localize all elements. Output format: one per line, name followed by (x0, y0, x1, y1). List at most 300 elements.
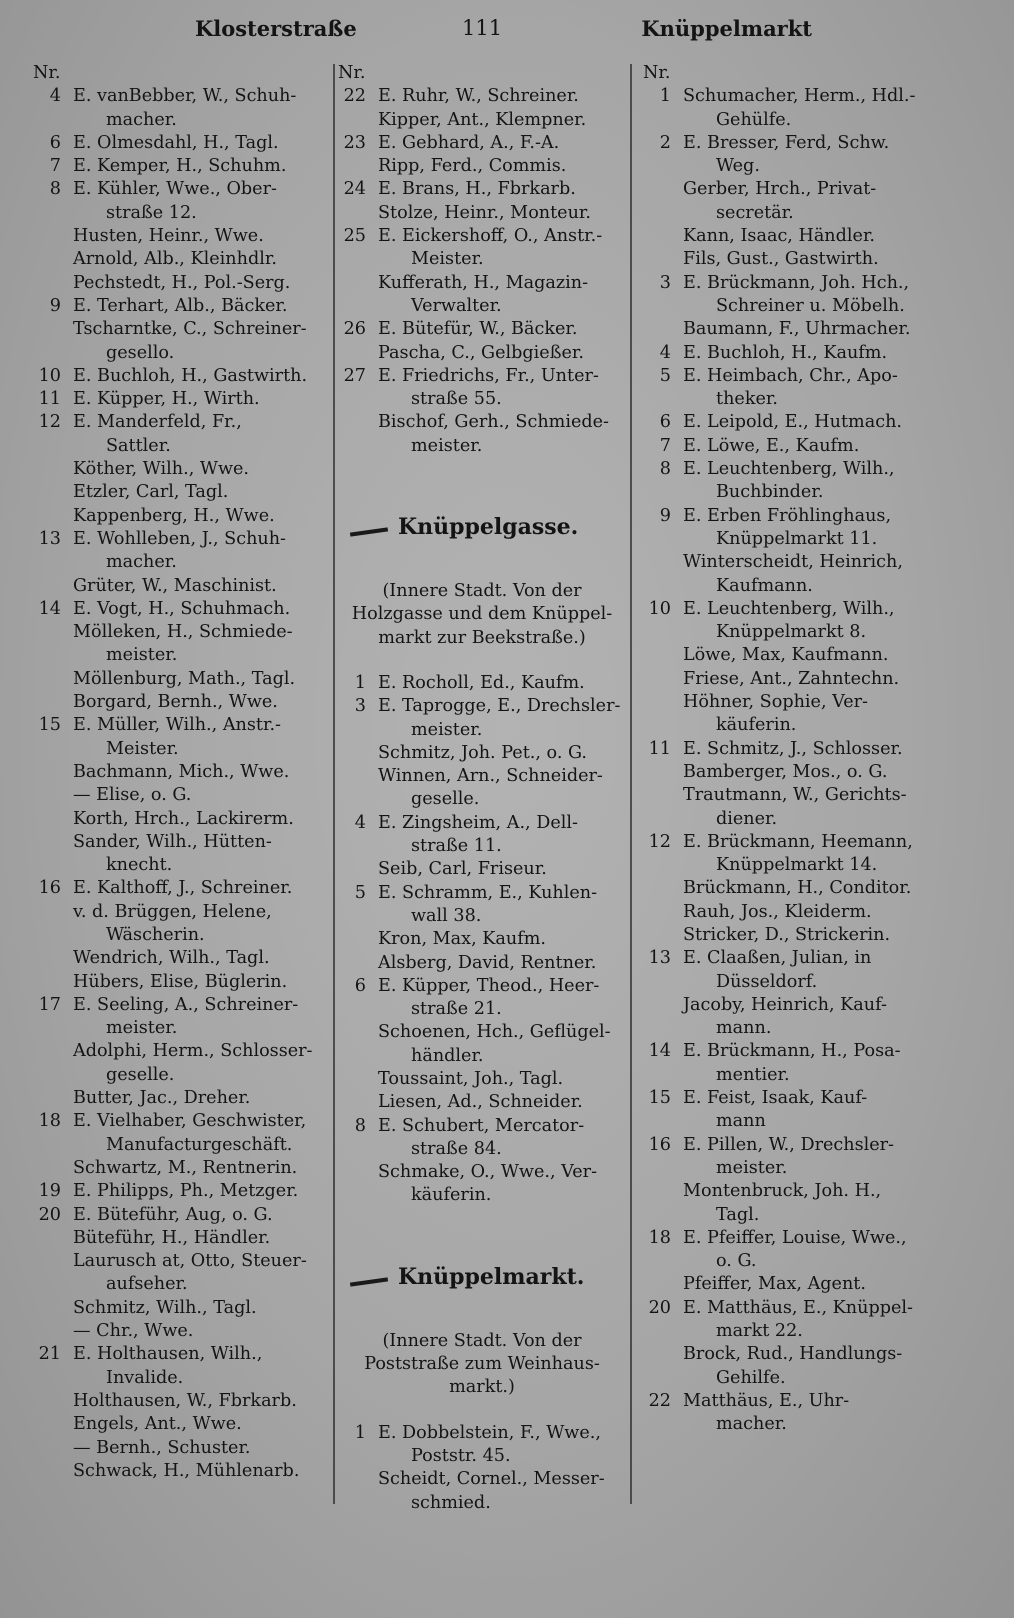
entry-line: Ripp, Ferd., Commis. (378, 156, 567, 177)
directory-entry (33, 365, 325, 388)
spacer (338, 458, 626, 508)
column-1 (33, 62, 325, 1483)
entry-line: Schmitz, Wilh., Tagl. (73, 1297, 257, 1318)
entry-line: Winterscheidt, Heinrich, (683, 552, 903, 573)
entry-line: schmied. (411, 1492, 491, 1513)
house-number: 12 (648, 831, 671, 852)
directory-entry (643, 365, 933, 412)
entry-line: E. Kemper, H., Schuhm. (73, 156, 287, 177)
entry-line: Gerber, Hrch., Privat- (683, 179, 877, 200)
directory-entry (33, 1437, 325, 1460)
entry-line: Schreiner u. Möbelh. (716, 295, 905, 316)
house-number: 17 (38, 994, 61, 1015)
house-number: 3 (659, 272, 671, 293)
entry-line: Kappenberg, H., Wwe. (73, 505, 275, 526)
entry-line: Löwe, Max, Kaufmann. (683, 645, 889, 666)
directory-entry (338, 1068, 626, 1091)
entry-line: Matthäus, E., Uhr- (683, 1390, 850, 1411)
directory-entry (33, 178, 325, 225)
directory-entry (33, 598, 325, 621)
entry-line: Stolze, Heinr., Monteur. (378, 202, 591, 223)
house-number: 25 (343, 226, 366, 247)
entry-line: Buchbinder. (716, 482, 824, 503)
house-number: 22 (343, 86, 366, 107)
entry-line: — Chr., Wwe. (73, 1321, 194, 1342)
directory-entry (33, 1413, 325, 1436)
entry-line: Düsseldorf. (716, 971, 818, 992)
house-number: 11 (38, 389, 61, 410)
page-number: 111 (462, 16, 503, 40)
directory-entry (33, 1297, 325, 1320)
entry-line: macher. (106, 109, 177, 130)
house-number: 8 (49, 179, 61, 200)
house-number: 23 (343, 132, 366, 153)
directory-entry (33, 1320, 325, 1343)
section-heading (338, 1258, 626, 1312)
entry-line: E. Seeling, A., Schreiner- (73, 994, 299, 1015)
house-number: 20 (648, 1297, 671, 1318)
entry-line: Wäscherin. (106, 924, 205, 945)
entry-line: E. Brückmann, Joh. Hch., (683, 272, 910, 293)
directory-entry (643, 784, 933, 831)
entry-line: E. Bresser, Ferd, Schw. (683, 132, 890, 153)
directory-entry (33, 971, 325, 994)
entry-line: E. vanBebber, W., Schuh- (73, 86, 297, 107)
entry-line: Kufferath, H., Magazin- (378, 272, 589, 293)
directory-entry (33, 132, 325, 155)
entry-line: Seib, Carl, Friseur. (378, 859, 547, 880)
directory-entry (338, 812, 626, 859)
entry-line: Knüppelmarkt 8. (716, 622, 867, 643)
house-number: 13 (648, 948, 671, 969)
directory-entry (33, 668, 325, 691)
directory-entry (338, 365, 626, 412)
directory-entry (33, 1227, 325, 1250)
house-number: 15 (648, 1088, 671, 1109)
directory-entry (33, 1343, 325, 1390)
entry-line: Korth, Hrch., Lackirerm. (73, 808, 294, 829)
entry-line: Trautmann, W., Gerichts- (683, 785, 907, 806)
entry-line: E. Brans, H., Fbrkarb. (378, 179, 576, 200)
house-number: 22 (648, 1390, 671, 1411)
house-number: 9 (659, 505, 671, 526)
entry-line: Poststr. 45. (411, 1445, 511, 1466)
directory-entry (643, 178, 933, 225)
directory-entry (33, 248, 325, 271)
directory-entry (643, 1227, 933, 1274)
directory-entry (643, 248, 933, 271)
entry-line: Schwartz, M., Rentnerin. (73, 1157, 298, 1178)
house-number: 16 (38, 878, 61, 899)
house-number: 5 (354, 882, 366, 903)
entry-line: Pfeiffer, Max, Agent. (683, 1274, 866, 1295)
entry-line: Toussaint, Joh., Tagl. (378, 1068, 564, 1089)
directory-entry (643, 342, 933, 365)
directory-entry (33, 85, 325, 132)
entry-line: secretär. (716, 202, 794, 223)
entry-line: käuferin. (716, 715, 797, 736)
entry-line: geselle. (106, 1064, 175, 1085)
entry-line: Sander, Wilh., Hütten- (73, 831, 272, 852)
entry-line: Gehilfe. (716, 1367, 786, 1388)
directory-entry (338, 1161, 626, 1208)
entry-line: Butter, Jac., Dreher. (73, 1088, 251, 1109)
section-dash (350, 527, 388, 536)
section-description-line: Poststraße zum Weinhaus- (364, 1354, 600, 1375)
entry-line: Scheidt, Cornel., Messer- (378, 1469, 605, 1490)
entry-line: aufseher. (106, 1274, 188, 1295)
directory-entry (33, 1204, 325, 1227)
directory-entry (643, 318, 933, 341)
entry-line: macher. (716, 1414, 787, 1435)
column-2-entries (338, 85, 626, 458)
entry-line: gesello. (106, 342, 175, 363)
house-number: 16 (648, 1134, 671, 1155)
entry-line: Pascha, C., Gelbgießer. (378, 342, 584, 363)
entry-line: E. Löwe, E., Kaufm. (683, 435, 860, 456)
entry-line: markt 22. (716, 1321, 803, 1342)
directory-entry (33, 575, 325, 598)
house-number: 4 (49, 86, 61, 107)
directory-entry (338, 1422, 626, 1469)
house-number: 3 (354, 696, 366, 717)
entry-line: theker. (716, 389, 778, 410)
entry-line: Schmake, O., Wwe., Ver- (378, 1162, 598, 1183)
nr-label: Nr. (338, 63, 366, 83)
directory-entry (338, 318, 626, 341)
directory-entry (338, 155, 626, 178)
entry-line: Schumacher, Herm., Hdl.- (683, 86, 916, 107)
house-number: 24 (343, 179, 366, 200)
directory-entry (643, 458, 933, 505)
entry-line: geselle. (411, 789, 480, 810)
entry-line: E. Brückmann, Heemann, (683, 831, 913, 852)
entry-line: Bischof, Gerh., Schmiede- (378, 412, 609, 433)
directory-entry (338, 1115, 626, 1162)
entry-line: Wendrich, Wilh., Tagl. (73, 948, 270, 969)
house-number: 8 (659, 459, 671, 480)
house-number: 6 (354, 975, 366, 996)
entry-line: E. Eickershoff, O., Anstr.- (378, 226, 603, 247)
section-title: Knüppelmarkt. (398, 1263, 585, 1290)
entry-line: E. Friedrichs, Fr., Unter- (378, 365, 599, 386)
directory-entry (33, 1180, 325, 1203)
entry-line: Winnen, Arn., Schneider- (378, 766, 603, 787)
house-number: 9 (49, 295, 61, 316)
directory-entry (643, 947, 933, 994)
entry-line: E. Olmesdahl, H., Tagl. (73, 132, 279, 153)
house-number: 4 (659, 342, 671, 363)
entry-line: E. Ruhr, W., Schreiner. (378, 86, 579, 107)
entry-line: E. Heimbach, Chr., Apo- (683, 365, 898, 386)
section-description-line: markt zur Beekstraße.) (378, 627, 586, 648)
directory-entry (643, 85, 933, 132)
directory-entry (643, 225, 933, 248)
entry-line: E. Büteführ, Aug, o. G. (73, 1204, 273, 1225)
directory-entry (643, 644, 933, 667)
entry-line: Köther, Wilh., Wwe. (73, 459, 250, 480)
directory-entry (33, 1157, 325, 1180)
house-number: 20 (38, 1204, 61, 1225)
house-number: 14 (648, 1041, 671, 1062)
entry-line: Montenbruck, Joh. H., (683, 1181, 882, 1202)
directory-entry (33, 808, 325, 831)
entry-line: E. Zingsheim, A., Dell- (378, 812, 578, 833)
entry-line: meister. (106, 645, 178, 666)
entry-line: Invalide. (106, 1367, 184, 1388)
directory-entry (643, 1273, 933, 1296)
entry-line: Engels, Ant., Wwe. (73, 1414, 242, 1435)
entry-line: Holthausen, W., Fbrkarb. (73, 1390, 297, 1411)
spacer (338, 1208, 626, 1258)
entry-line: Brückmann, H., Conditor. (683, 878, 912, 899)
directory-entry (643, 924, 933, 947)
entry-line: diener. (716, 808, 778, 829)
entry-line: meister. (716, 1157, 788, 1178)
entry-line: E. Leuchtenberg, Wilh., (683, 459, 895, 480)
entry-line: Arnold, Alb., Kleinhdlr. (73, 249, 277, 270)
entry-line: E. Schramm, E., Kuhlen- (378, 882, 598, 903)
entry-line: E. Schubert, Mercator- (378, 1115, 585, 1136)
directory-entry (643, 877, 933, 900)
entry-line: straße 21. (411, 999, 502, 1020)
entry-line: E. Leipold, E., Hutmach. (683, 412, 902, 433)
entry-line: Stricker, D., Strickerin. (683, 924, 891, 945)
directory-entry (338, 1468, 626, 1515)
section-description-line: (Innere Stadt. Von der (382, 581, 582, 602)
directory-entry (338, 411, 626, 458)
entry-line: Meister. (106, 738, 179, 759)
entry-line: Kipper, Ant., Klempner. (378, 109, 587, 130)
entry-line: E. Bütefür, W., Bäcker. (378, 319, 578, 340)
house-number: 11 (648, 738, 671, 759)
house-number: 6 (49, 132, 61, 153)
directory-entry (33, 714, 325, 761)
entry-line: E. Brückmann, H., Posa- (683, 1041, 901, 1062)
directory-entry (338, 342, 626, 365)
house-number: 7 (659, 435, 671, 456)
entry-line: Kaufmann. (716, 575, 813, 596)
directory-entry (33, 877, 325, 900)
directory-entry (33, 295, 325, 318)
column-1-entries (33, 85, 325, 1483)
entry-line: straße 84. (411, 1138, 502, 1159)
entry-line: Brock, Rud., Handlungs- (683, 1344, 903, 1365)
directory-entry (33, 1460, 325, 1483)
house-number: 2 (659, 132, 671, 153)
entry-line: mann. (716, 1018, 772, 1039)
directory-entry (33, 1250, 325, 1297)
section-description-line: (Innere Stadt. Von der (382, 1330, 582, 1351)
entry-line: E. Holthausen, Wilh., (73, 1344, 263, 1365)
entry-line: E. Erben Fröhlinghaus, (683, 505, 892, 526)
directory-entry (643, 505, 933, 552)
column-3 (643, 62, 933, 1437)
entry-line: wall 38. (411, 905, 482, 926)
directory-entry (643, 1390, 933, 1437)
spacer (338, 650, 626, 672)
entry-line: straße 12. (106, 202, 197, 223)
directory-entry (338, 952, 626, 975)
directory-entry (33, 691, 325, 714)
section-description (338, 1330, 626, 1400)
entry-line: straße 11. (411, 836, 502, 857)
entry-line: Friese, Ant., Zahntechn. (683, 668, 900, 689)
directory-entry (33, 155, 325, 178)
section-title: Knüppelgasse. (398, 514, 579, 541)
house-number: 4 (354, 812, 366, 833)
directory-entry (643, 1040, 933, 1087)
page-header (40, 16, 974, 46)
entry-line: E. Feist, Isaak, Kauf- (683, 1088, 868, 1109)
entry-line: macher. (106, 552, 177, 573)
entry-line: Möllenburg, Math., Tagl. (73, 668, 296, 689)
entry-line: Kann, Isaac, Händler. (683, 226, 876, 247)
house-number: 21 (38, 1344, 61, 1365)
entry-line: v. d. Brüggen, Helene, (73, 901, 272, 922)
section-description (338, 580, 626, 650)
directory-entry (643, 411, 933, 434)
entry-line: E. Leuchtenberg, Wilh., (683, 598, 895, 619)
house-number: 8 (354, 1115, 366, 1136)
entry-line: E. Vogt, H., Schuhmach. (73, 598, 291, 619)
directory-entry (338, 109, 626, 132)
directory-entry (643, 1297, 933, 1344)
directory-entry (338, 1021, 626, 1068)
entry-line: Kron, Max, Kaufm. (378, 929, 547, 950)
column-2 (338, 62, 626, 1515)
directory-entry (643, 1343, 933, 1390)
entry-line: Höhner, Sophie, Ver- (683, 692, 868, 713)
entry-line: E. Terhart, Alb., Bäcker. (73, 295, 288, 316)
entry-line: E. Philipps, Ph., Metzger. (73, 1181, 299, 1202)
directory-entry (33, 1040, 325, 1087)
entry-line: Gehülfe. (716, 109, 792, 130)
entry-line: Laurusch at, Otto, Steuer- (73, 1251, 307, 1272)
directory-entry (338, 272, 626, 319)
house-number: 1 (659, 86, 671, 107)
entry-line: mann (716, 1111, 766, 1132)
column-3-entries (643, 85, 933, 1436)
entry-line: Borgard, Bernh., Wwe. (73, 692, 278, 713)
directory-entry (338, 742, 626, 765)
directory-entry (643, 551, 933, 598)
entry-line: E. Vielhaber, Geschwister, (73, 1111, 307, 1132)
entry-line: händler. (411, 1045, 484, 1066)
entry-line: E. Rocholl, Ed., Kaufm. (378, 672, 585, 693)
entry-line: Mölleken, H., Schmiede- (73, 622, 293, 643)
entry-line: Rauh, Jos., Kleiderm. (683, 901, 872, 922)
house-number: 5 (659, 365, 671, 386)
nr-label: Nr. (643, 63, 671, 83)
directory-entry (33, 761, 325, 784)
entry-line: E. Dobbelstein, F., Wwe., (378, 1422, 601, 1443)
entry-line: Büteführ, H., Händler. (73, 1227, 271, 1248)
directory-entry (33, 1390, 325, 1413)
directory-entry (643, 435, 933, 458)
entry-line: Verwalter. (411, 295, 502, 316)
entry-line: Etzler, Carl, Tagl. (73, 482, 229, 503)
directory-entry (643, 994, 933, 1041)
directory-entry (643, 598, 933, 645)
directory-entry (338, 1091, 626, 1114)
house-number: 15 (38, 715, 61, 736)
entry-line: straße 55. (411, 389, 502, 410)
house-number: 7 (49, 156, 61, 177)
directory-entry (33, 505, 325, 528)
entry-line: Alsberg, David, Rentner. (378, 952, 597, 973)
spacer (338, 1400, 626, 1422)
directory-entry (338, 225, 626, 272)
directory-entry (643, 1180, 933, 1227)
entry-line: E. Kalthoff, J., Schreiner. (73, 878, 293, 899)
directory-entry (338, 202, 626, 225)
house-number: 10 (38, 365, 61, 386)
directory-entry (338, 975, 626, 1022)
directory-entry (33, 528, 325, 575)
directory-entry (33, 947, 325, 970)
directory-entry (33, 411, 325, 458)
header-street-left: Klosterstraße (195, 16, 357, 41)
directory-entry (33, 621, 325, 668)
directory-entry (643, 831, 933, 878)
entry-line: Baumann, F., Uhrmacher. (683, 319, 911, 340)
entry-line: meister. (411, 719, 483, 740)
directory-entry (643, 691, 933, 738)
directory-entry (643, 1087, 933, 1134)
directory-entry (643, 1134, 933, 1181)
entry-line: E. Buchloh, H., Gastwirth. (73, 365, 308, 386)
directory-entry (643, 132, 933, 179)
entry-line: E. Matthäus, E., Knüppel- (683, 1297, 913, 1318)
house-number: 19 (38, 1181, 61, 1202)
entry-line: Meister. (411, 249, 484, 270)
entry-line: E. Wohlleben, J., Schuh- (73, 528, 287, 549)
entry-line: E. Gebhard, A., F.-A. (378, 132, 560, 153)
entry-line: E. Küpper, Theod., Heer- (378, 975, 600, 996)
directory-entry (338, 928, 626, 951)
directory-entry (33, 318, 325, 365)
entry-line: o. G. (716, 1251, 757, 1272)
column-2-entries-3 (338, 1422, 626, 1515)
entry-line: E. Manderfeld, Fr., (73, 412, 242, 433)
directory-entry (643, 901, 933, 924)
directory-entry (33, 388, 325, 411)
directory-entry (643, 761, 933, 784)
directory-entry (338, 695, 626, 742)
entry-line: E. Küpper, H., Wirth. (73, 389, 260, 410)
column-2-entries-2 (338, 672, 626, 1208)
section-dash (350, 1277, 388, 1286)
house-number: 1 (354, 672, 366, 693)
directory-entry (33, 784, 325, 807)
entry-line: knecht. (106, 855, 173, 876)
directory-entry (643, 738, 933, 761)
directory-entry (338, 85, 626, 108)
entry-line: meister. (106, 1018, 178, 1039)
directory-entry (338, 858, 626, 881)
directory-entry (643, 272, 933, 319)
directory-entry (33, 831, 325, 878)
entry-line: Knüppelmarkt 11. (716, 528, 878, 549)
house-number: 26 (343, 319, 366, 340)
directory-entry (338, 765, 626, 812)
entry-line: E. Pfeiffer, Louise, Wwe., (683, 1227, 907, 1248)
house-number: 12 (38, 412, 61, 433)
directory-entry (338, 672, 626, 695)
house-number: 18 (38, 1111, 61, 1132)
entry-line: käuferin. (411, 1185, 492, 1206)
